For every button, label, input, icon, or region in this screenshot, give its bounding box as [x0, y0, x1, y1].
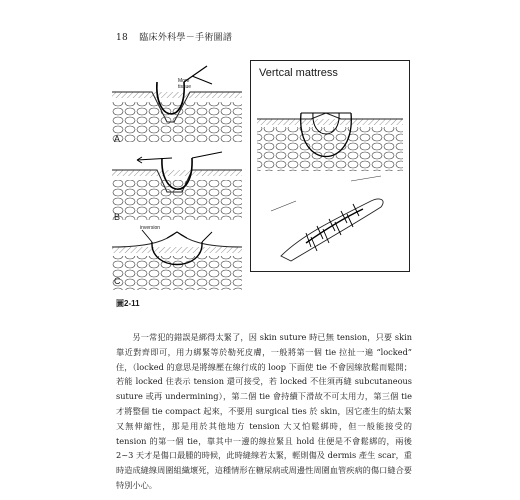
suture-diagrams-svg	[112, 62, 244, 292]
figure-caption: 圖2-11	[116, 299, 140, 308]
mattress-cross-section	[257, 113, 403, 171]
suture-diagrams-abc	[112, 62, 244, 292]
running-header	[116, 30, 232, 43]
label-b: B	[114, 212, 121, 222]
mattress-surface-view	[271, 176, 383, 261]
diagram-a	[112, 66, 242, 142]
vertical-mattress-panel	[250, 60, 410, 272]
label-a: A	[114, 134, 121, 144]
diagram-c	[112, 230, 242, 290]
vertical-mattress-svg	[251, 61, 409, 271]
annotation-inversion: inversion	[140, 225, 161, 231]
diagram-b	[112, 152, 242, 220]
page-number: 18	[116, 33, 129, 43]
book-title: 臨床外科學－手術圖譜	[139, 33, 233, 43]
annotation-more-tissue: More tissue	[178, 78, 192, 90]
body-paragraph: 另一常犯的錯誤是綁得太緊了，因 skin suture 時已無 tension，只要 skin 靠近對齊即可，用力綁緊等於勒死皮膚，一般將第一個 tie 拉扯一遍 “locked” 住，（locked 的意思是將線壓在線行成的 loop 下面使 tie 不會因線放鬆而鬆開；若能 locked 住表示 tension 還可接受，若 locked 不住須再縫 subcutaneous suture 或再 undermining），第二個 tie 會持續下滑故不可太用力，第三個 tie 才將整個 tie compact 起來，不要用 surgical ties 於 skin，因它產生的結太緊又無伸縮性，那是用於其他地方 tension 大又怕鬆綁時，但一般能接受的 tension 的第一個 tie，靠其中一邊的線拉緊且 hold 住便是不會鬆綁的，兩後 2~3 天才是傷口最腫的時候，此時縫線若太緊，輕則傷及 dermis 產生 scar，重時造成縫線周圍組織壞死，這種情形在糖尿病或周邊性周圍血管疾病的傷口縫合要特別小心。	[116, 332, 412, 490]
label-c: C	[114, 276, 121, 286]
vertical-mattress-title: Vertcal mattress	[259, 67, 338, 79]
body-text	[116, 330, 412, 493]
